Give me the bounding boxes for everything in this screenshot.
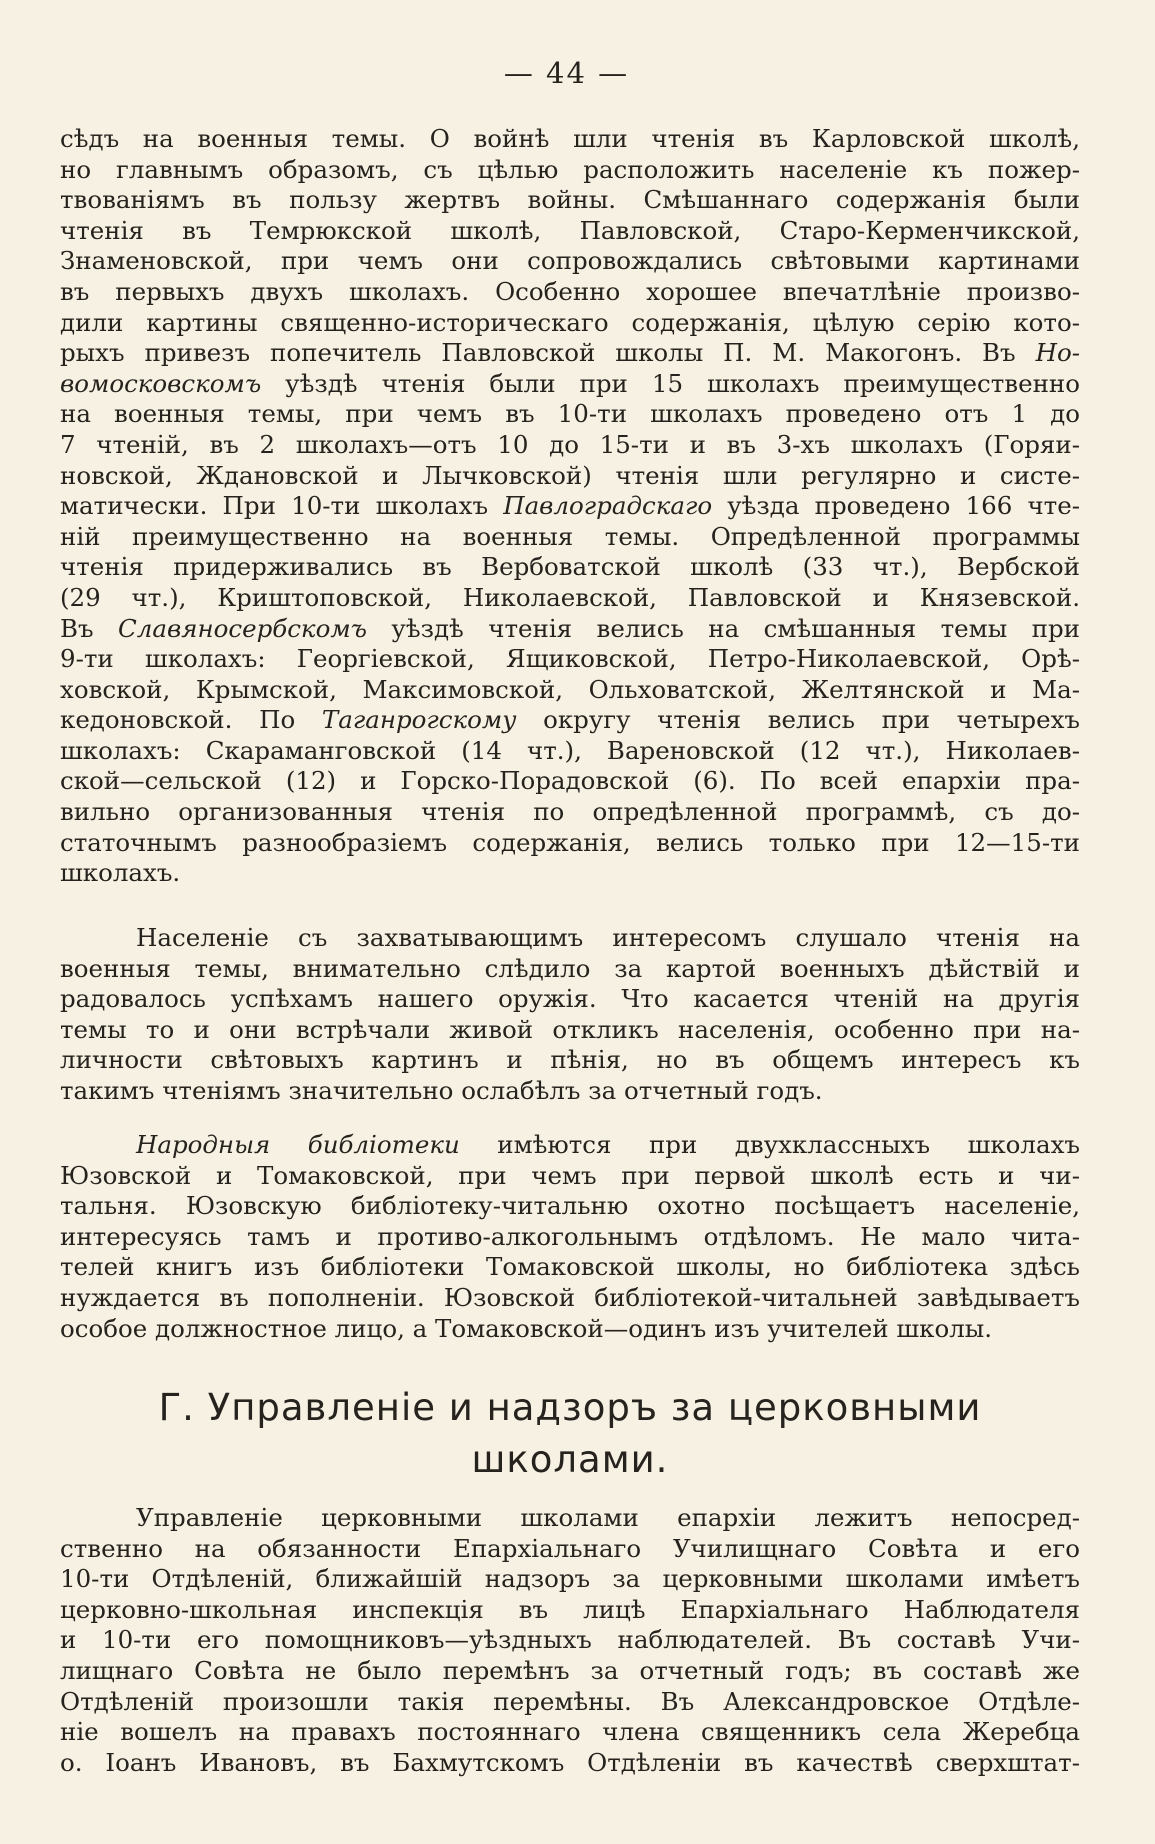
- text-line: и 10-ти его помощниковъ—уѣздныхъ наблюдателей. Въ составѣ Учи-: [60, 1625, 1080, 1655]
- text-line: нуждается въ пополненіи. Юзовской библіотекой-читальней завѣдываетъ: [60, 1282, 1080, 1312]
- text-line: чтенія придерживались въ Вербоватской школѣ (33 чт.), Вербской: [60, 552, 1080, 582]
- text-line: сѣдъ на военныя темы. О войнѣ шли чтенія въ Карловской школѣ,: [60, 124, 1080, 153]
- text-line: Населеніе съ захватывающимъ интересомъ слушало чтенія на: [136, 923, 1080, 952]
- paragraph-school-administration: [60, 1503, 1080, 1778]
- text-line: Юзовской и Томаковской, при чемъ при первой школѣ есть и чи-: [60, 1160, 1080, 1190]
- text-line: темы то и они встрѣчали живой откликъ населенія, особенно при на-: [60, 1014, 1080, 1044]
- text-line: интересуясь тамъ и противо-алкогольнымъ отдѣломъ. Не мало чита-: [60, 1221, 1080, 1251]
- section-heading: Г. Управленіе и надзоръ за церковными: [158, 1386, 982, 1429]
- text-line: чтенія въ Темрюкской школѣ, Павловской, Старо-Керменчикской,: [60, 215, 1080, 245]
- text-line: ской—сельской (12) и Горско-Порадовской (6). По всей епархіи пра-: [60, 766, 1080, 796]
- text-line: статочнымъ разнообразіемъ содержанія, велись только при 12—15-ти: [60, 827, 1080, 857]
- text-line: (29 чт.), Криштоповской, Николаевской, Павловской и Князевской.: [60, 582, 1080, 612]
- text-line: вильно организованныя чтенія по опредѣленной программѣ, съ до-: [60, 797, 1080, 827]
- text-line: на военныя темы, при чемъ въ 10-ти школахъ проведено отъ 1 до: [60, 399, 1080, 429]
- text-line: такимъ чтеніямъ значительно ослабѣлъ за отчетный годъ.: [60, 1075, 823, 1105]
- paragraph-public-libraries: [60, 1130, 1080, 1344]
- text-line: школахъ.: [60, 858, 181, 888]
- text-line: школахъ: Скараманговской (14 чт.), Вареновской (12 чт.), Николаев-: [60, 735, 1080, 765]
- text-line: твованіямъ въ пользу жертвъ войны. Смѣшаннаго содержанія были: [60, 185, 1080, 215]
- text-line: о. Іоанъ Ивановъ, въ Бахмутскомъ Отдѣленіи въ качествѣ сверхштат-: [60, 1747, 1080, 1777]
- text-line: въ первыхъ двухъ школахъ. Особенно хорошее впечатлѣніе произво-: [60, 276, 1080, 306]
- page-number: — 44 —: [503, 56, 630, 90]
- paragraph-population-interest: [60, 923, 1080, 1107]
- text-line: рыхъ привезъ попечитель Павловской школы П. М. Макогонъ. Въ Но-: [60, 338, 1080, 368]
- text-line: вомосковскомъ уѣздѣ чтенія были при 15 школахъ преимущественно: [60, 368, 1080, 398]
- text-line: Знаменовской, при чемъ они сопровождались свѣтовыми картинами: [60, 246, 1080, 276]
- paragraph-readings-by-district: [60, 124, 1080, 889]
- text-line: 7 чтеній, въ 2 школахъ—отъ 10 до 15-ти и въ 3-хъ школахъ (Горяи-: [60, 429, 1080, 459]
- text-line: ніе вошелъ на правахъ постояннаго члена священникъ села Жеребца: [60, 1717, 1080, 1747]
- text-line: ній преимущественно на военныя темы. Опредѣленной программы: [60, 521, 1080, 551]
- text-line: матически. При 10-ти школахъ Павлоградскаго уѣзда проведено 166 чте-: [60, 491, 1080, 521]
- text-line: 9-ти школахъ: Георгіевской, Ящиковской, Петро-Николаевской, Орѣ-: [60, 644, 1080, 674]
- text-line: Отдѣленій произошли такія перемѣны. Въ Александровское Отдѣле-: [60, 1686, 1080, 1716]
- text-line: телей книгъ изъ библіотеки Томаковской школы, но библіотека здѣсь: [60, 1252, 1080, 1282]
- text-line: 10-ти Отдѣленій, ближайшій надзоръ за церковными школами имѣетъ: [60, 1564, 1080, 1594]
- text-line: но главнымъ образомъ, съ цѣлью расположить населеніе къ пожер-: [60, 154, 1080, 184]
- text-line: особое должностное лицо, а Томаковской—одинъ изъ учителей школы.: [60, 1313, 993, 1343]
- text-line: лищнаго Совѣта не было перемѣнъ за отчетный годъ; въ составѣ же: [60, 1655, 1080, 1685]
- text-line: новской, Ждановской и Лычковской) чтенія шли регулярно и систе-: [60, 460, 1080, 490]
- text-line: Въ Славяносербскомъ уѣздѣ чтенія велись на смѣшанныя темы при: [60, 613, 1080, 643]
- text-line: военныя темы, внимательно слѣдило за картой военныхъ дѣйствій и: [60, 953, 1080, 983]
- text-line: дили картины священно-историческаго содержанія, цѣлую серію кото-: [60, 307, 1080, 337]
- text-line: Управленіе церковными школами епархіи лежитъ непосред-: [136, 1503, 1080, 1532]
- text-line: ховской, Крымской, Максимовской, Ольховатской, Желтянской и Ма-: [60, 674, 1080, 704]
- text-line: ственно на обязанности Епархіальнаго Училищнаго Совѣта и его: [60, 1533, 1080, 1563]
- text-line: тальня. Юзовскую библіотеку-читальню охотно посѣщаетъ населеніе,: [60, 1191, 1080, 1221]
- text-line: церковно-школьная инспекція въ лицѣ Епархіальнаго Наблюдателя: [60, 1594, 1080, 1624]
- text-line: радовалось успѣхамъ нашего оружія. Что касается чтеній на другія: [60, 984, 1080, 1014]
- text-line: личности свѣтовыхъ картинъ и пѣнія, но въ общемъ интересъ къ: [60, 1045, 1080, 1075]
- text-line: Народныя библіотеки имѣются при двухклассныхъ школахъ: [136, 1130, 1080, 1159]
- text-line: кедоновской. По Таганрогскому округу чтенія велись при четырехъ: [60, 705, 1080, 735]
- section-heading-continuation: школами.: [471, 1438, 669, 1481]
